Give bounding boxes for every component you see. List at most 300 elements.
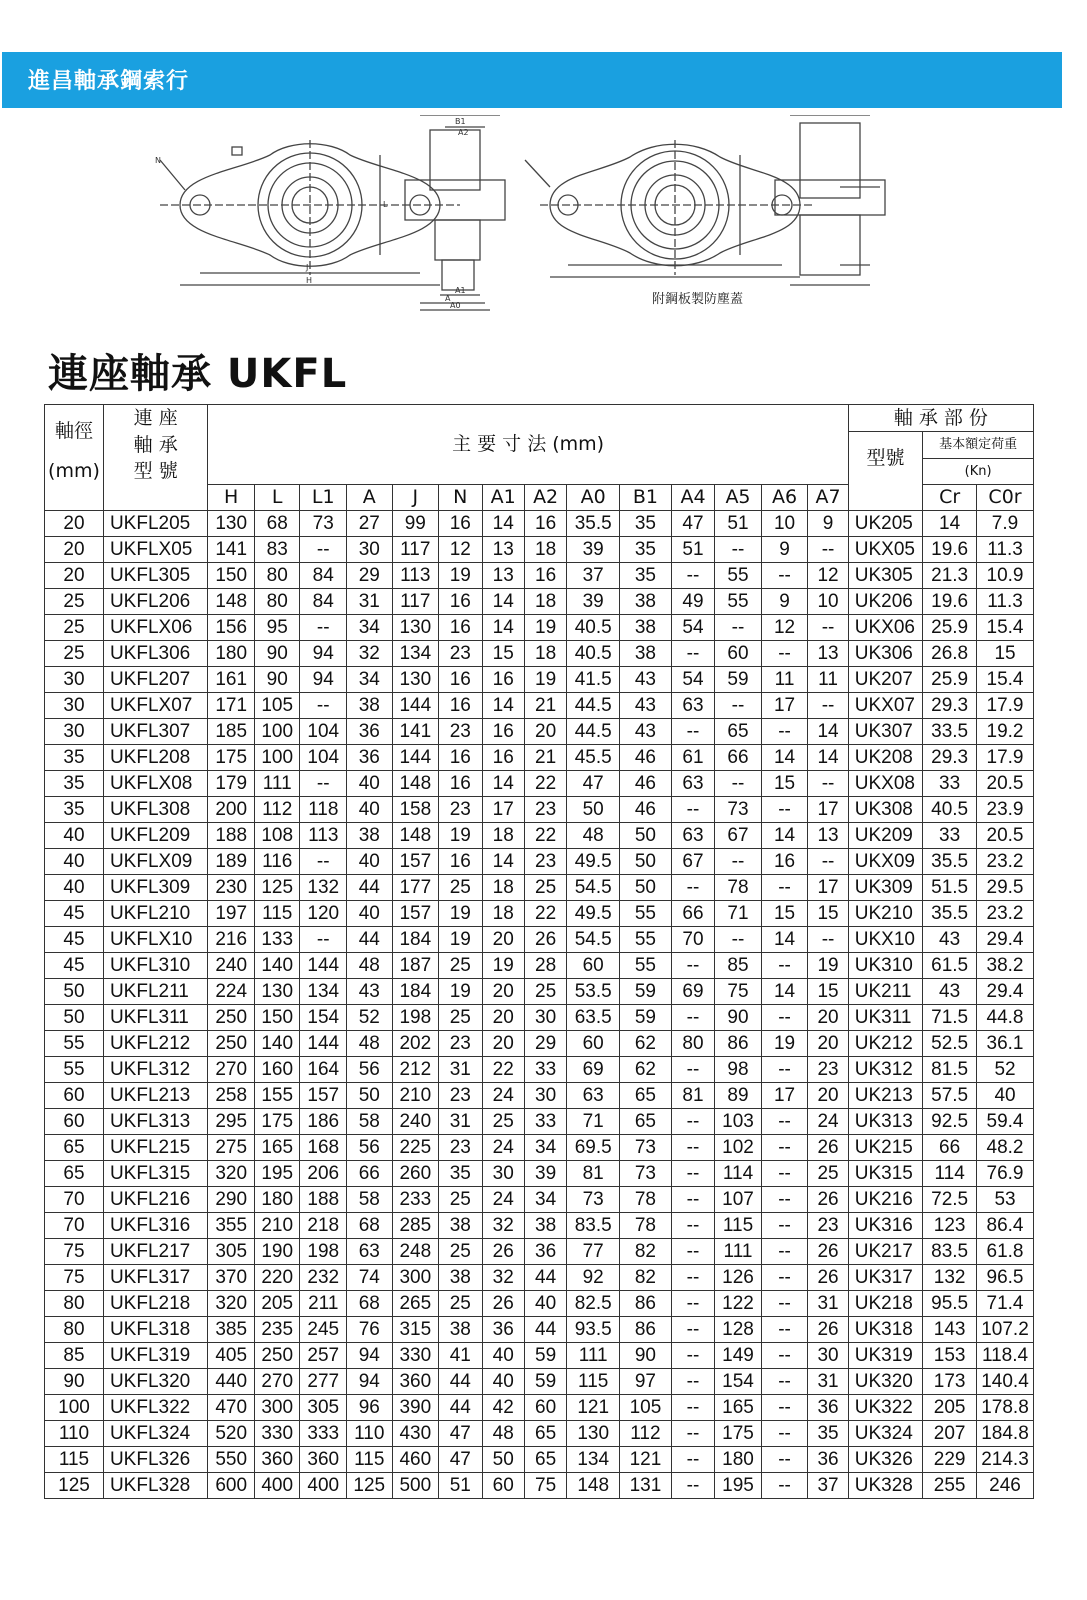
table-cell: 100 <box>254 745 300 771</box>
table-cell: 35 <box>808 1421 848 1447</box>
table-cell: -- <box>715 849 762 875</box>
col-cr: Cr <box>923 485 977 511</box>
table-cell: 50 <box>620 849 672 875</box>
table-cell: 66 <box>923 1135 977 1161</box>
table-cell: 116 <box>254 849 300 875</box>
table-cell: 206 <box>300 1161 347 1187</box>
table-cell: 115 <box>347 1447 393 1473</box>
table-cell: 205 <box>923 1395 977 1421</box>
table-cell: UKX06 <box>848 615 922 641</box>
table-cell: 81.5 <box>923 1057 977 1083</box>
table-cell: 49 <box>671 589 714 615</box>
table-cell: 40 <box>45 875 104 901</box>
table-cell: 16 <box>761 849 808 875</box>
dim-label-n: N <box>155 156 161 165</box>
table-cell: 202 <box>392 1031 439 1057</box>
table-cell: 31 <box>808 1369 848 1395</box>
table-cell: 143 <box>923 1317 977 1343</box>
table-cell: UKFL311 <box>103 1005 207 1031</box>
table-cell: UK311 <box>848 1005 922 1031</box>
table-cell: 95 <box>254 615 300 641</box>
table-cell: 48 <box>347 1031 393 1057</box>
table-row <box>45 823 1034 849</box>
bearing-diagrams <box>140 115 940 315</box>
table-cell: -- <box>671 875 714 901</box>
table-cell: 43 <box>923 927 977 953</box>
table-cell: 17.9 <box>977 745 1034 771</box>
table-cell: UK328 <box>848 1473 922 1499</box>
table-cell: 47 <box>439 1447 482 1473</box>
table-cell: 111 <box>567 1343 620 1369</box>
table-cell: 24 <box>482 1187 524 1213</box>
table-cell: 19 <box>439 979 482 1005</box>
table-cell: -- <box>715 693 762 719</box>
table-cell: 16 <box>439 745 482 771</box>
table-cell: 94 <box>300 641 347 667</box>
table-cell: 43 <box>620 693 672 719</box>
table-cell: 23 <box>524 849 566 875</box>
table-cell: 40.5 <box>923 797 977 823</box>
table-cell: 305 <box>300 1395 347 1421</box>
table-cell: 230 <box>208 875 255 901</box>
table-cell: 157 <box>300 1083 347 1109</box>
table-cell: 25 <box>524 979 566 1005</box>
table-cell: 123 <box>923 1213 977 1239</box>
table-cell: 7.9 <box>977 511 1034 537</box>
table-cell: 198 <box>300 1239 347 1265</box>
table-cell: 25 <box>439 1005 482 1031</box>
table-cell: 171 <box>208 693 255 719</box>
table-cell: 68 <box>347 1213 393 1239</box>
table-cell: 9 <box>808 511 848 537</box>
table-cell: UKFLX05 <box>103 537 207 563</box>
table-cell: 55 <box>715 589 762 615</box>
table-cell: -- <box>300 849 347 875</box>
table-row <box>45 1291 1034 1317</box>
table-cell: 23 <box>808 1057 848 1083</box>
dim-label-a2: A2 <box>458 128 469 137</box>
col-a0: A0 <box>567 485 620 511</box>
table-cell: 197 <box>208 901 255 927</box>
table-cell: UK312 <box>848 1057 922 1083</box>
table-cell: -- <box>808 771 848 797</box>
table-cell: UK217 <box>848 1239 922 1265</box>
table-cell: 82 <box>620 1265 672 1291</box>
table-cell: -- <box>671 1239 714 1265</box>
table-cell: 61.5 <box>923 953 977 979</box>
table-cell: 144 <box>300 953 347 979</box>
table-cell: 80 <box>45 1317 104 1343</box>
table-cell: 75 <box>45 1239 104 1265</box>
table-cell: 300 <box>392 1265 439 1291</box>
dim-label-h: H <box>306 276 313 285</box>
table-cell: 60 <box>45 1109 104 1135</box>
table-cell: UKFL324 <box>103 1421 207 1447</box>
table-cell: 134 <box>392 641 439 667</box>
table-cell: -- <box>715 537 762 563</box>
table-cell: 10 <box>808 589 848 615</box>
table-cell: 66 <box>715 745 762 771</box>
table-cell: 35.5 <box>567 511 620 537</box>
table-cell: 82 <box>620 1239 672 1265</box>
table-cell: 315 <box>392 1317 439 1343</box>
table-cell: 41 <box>439 1343 482 1369</box>
table-cell: 105 <box>254 693 300 719</box>
table-cell: 25 <box>808 1161 848 1187</box>
table-row <box>45 1421 1034 1447</box>
table-cell: 43 <box>347 979 393 1005</box>
table-row <box>45 667 1034 693</box>
table-cell: 21.3 <box>923 563 977 589</box>
table-cell: 224 <box>208 979 255 1005</box>
table-cell: 370 <box>208 1265 255 1291</box>
table-cell: 57.5 <box>923 1083 977 1109</box>
table-cell: UKFLX10 <box>103 927 207 953</box>
table-cell: -- <box>671 1473 714 1499</box>
table-cell: 141 <box>208 537 255 563</box>
dim-label-b1: B1 <box>455 117 466 126</box>
table-cell: 22 <box>524 771 566 797</box>
table-cell: 76 <box>347 1317 393 1343</box>
table-row <box>45 615 1034 641</box>
table-cell: 34 <box>347 615 393 641</box>
table-cell: 178.8 <box>977 1395 1034 1421</box>
table-cell: UK215 <box>848 1135 922 1161</box>
table-cell: -- <box>761 1421 808 1447</box>
table-cell: 36 <box>347 719 393 745</box>
table-cell: 305 <box>208 1239 255 1265</box>
front-view-right <box>525 140 815 277</box>
table-cell: 360 <box>300 1447 347 1473</box>
table-cell: 246 <box>977 1473 1034 1499</box>
table-cell: 38 <box>620 641 672 667</box>
table-cell: 25 <box>439 1187 482 1213</box>
table-cell: 188 <box>300 1187 347 1213</box>
table-cell: -- <box>671 1135 714 1161</box>
table-cell: 50 <box>45 1005 104 1031</box>
header-shaft: 軸徑 <box>45 405 104 459</box>
table-cell: 35 <box>45 771 104 797</box>
table-cell: 63 <box>671 823 714 849</box>
table-cell: 50 <box>482 1447 524 1473</box>
table-cell: 48 <box>347 953 393 979</box>
table-cell: 70 <box>671 927 714 953</box>
table-cell: -- <box>300 927 347 953</box>
table-cell: -- <box>761 1317 808 1343</box>
table-row <box>45 1005 1034 1031</box>
table-cell: 18 <box>482 901 524 927</box>
table-cell: 20 <box>45 511 104 537</box>
table-cell: 69 <box>671 979 714 1005</box>
table-cell: 16 <box>439 771 482 797</box>
table-cell: 25 <box>439 875 482 901</box>
table-cell: 20 <box>482 1005 524 1031</box>
table-cell: -- <box>715 615 762 641</box>
table-cell: UK322 <box>848 1395 922 1421</box>
table-cell: 62 <box>620 1057 672 1083</box>
table-cell: 59 <box>715 667 762 693</box>
table-cell: 258 <box>208 1083 255 1109</box>
table-cell: 52 <box>977 1057 1034 1083</box>
table-cell: UK305 <box>848 563 922 589</box>
table-cell: 65 <box>524 1421 566 1447</box>
table-row <box>45 1239 1034 1265</box>
table-cell: 20.5 <box>977 823 1034 849</box>
table-cell: 55 <box>620 927 672 953</box>
table-cell: 53 <box>977 1187 1034 1213</box>
table-cell: 19.6 <box>923 589 977 615</box>
table-cell: 15 <box>761 771 808 797</box>
table-cell: 59 <box>524 1343 566 1369</box>
table-cell: 11.3 <box>977 537 1034 563</box>
table-cell: 47 <box>567 771 620 797</box>
table-cell: -- <box>761 1187 808 1213</box>
table-cell: 24 <box>808 1109 848 1135</box>
table-cell: 19 <box>808 953 848 979</box>
table-cell: 175 <box>715 1421 762 1447</box>
table-cell: 63 <box>567 1083 620 1109</box>
table-cell: 277 <box>300 1369 347 1395</box>
table-cell: UKFL209 <box>103 823 207 849</box>
table-cell: 76.9 <box>977 1161 1034 1187</box>
table-cell: 36 <box>347 745 393 771</box>
table-cell: 107 <box>715 1187 762 1213</box>
table-cell: 75 <box>524 1473 566 1499</box>
table-cell: 184 <box>392 979 439 1005</box>
table-cell: UKFL212 <box>103 1031 207 1057</box>
table-cell: 225 <box>392 1135 439 1161</box>
dim-label-l: L <box>383 200 388 209</box>
table-cell: 60 <box>567 1031 620 1057</box>
table-cell: 45.5 <box>567 745 620 771</box>
table-cell: 275 <box>208 1135 255 1161</box>
table-cell: 33 <box>524 1109 566 1135</box>
table-cell: 35.5 <box>923 901 977 927</box>
table-cell: 19 <box>439 823 482 849</box>
table-cell: 92 <box>567 1265 620 1291</box>
table-cell: 40 <box>45 823 104 849</box>
table-row <box>45 927 1034 953</box>
table-cell: 65 <box>620 1083 672 1109</box>
col-a6: A6 <box>761 485 808 511</box>
table-cell: 63.5 <box>567 1005 620 1031</box>
table-cell: 250 <box>208 1005 255 1031</box>
table-cell: 44.5 <box>567 693 620 719</box>
col-a: A <box>347 485 393 511</box>
table-cell: 54.5 <box>567 875 620 901</box>
table-cell: 180 <box>254 1187 300 1213</box>
table-cell: -- <box>671 1317 714 1343</box>
table-cell: 156 <box>208 615 255 641</box>
table-cell: 58 <box>347 1109 393 1135</box>
table-cell: 44 <box>439 1395 482 1421</box>
table-cell: UK212 <box>848 1031 922 1057</box>
table-cell: 30 <box>45 719 104 745</box>
table-cell: 69 <box>567 1057 620 1083</box>
table-cell: 44 <box>439 1369 482 1395</box>
table-cell: -- <box>761 1239 808 1265</box>
table-cell: UK315 <box>848 1161 922 1187</box>
table-cell: UK307 <box>848 719 922 745</box>
table-cell: 130 <box>567 1421 620 1447</box>
table-cell: UKFL216 <box>103 1187 207 1213</box>
table-cell: 83.5 <box>923 1239 977 1265</box>
table-cell: 45 <box>45 901 104 927</box>
table-cell: 36 <box>524 1239 566 1265</box>
table-cell: 295 <box>208 1109 255 1135</box>
table-row <box>45 1187 1034 1213</box>
table-cell: 38 <box>347 693 393 719</box>
table-cell: 40.5 <box>567 615 620 641</box>
table-cell: 50 <box>347 1083 393 1109</box>
table-cell: 44 <box>524 1265 566 1291</box>
table-cell: 86 <box>620 1291 672 1317</box>
table-row <box>45 1265 1034 1291</box>
table-cell: 55 <box>715 563 762 589</box>
table-cell: 9 <box>761 589 808 615</box>
table-row <box>45 1031 1034 1057</box>
table-cell: 59 <box>524 1369 566 1395</box>
table-cell: 75 <box>715 979 762 1005</box>
table-cell: 40 <box>347 901 393 927</box>
table-cell: 63 <box>671 693 714 719</box>
table-cell: -- <box>671 641 714 667</box>
table-cell: -- <box>671 1343 714 1369</box>
table-cell: 360 <box>392 1369 439 1395</box>
table-cell: 61 <box>671 745 714 771</box>
table-cell: 38 <box>347 823 393 849</box>
table-cell: 214.3 <box>977 1447 1034 1473</box>
table-cell: UK326 <box>848 1447 922 1473</box>
table-cell: 180 <box>715 1447 762 1473</box>
table-cell: 73 <box>300 511 347 537</box>
table-cell: 24 <box>482 1083 524 1109</box>
table-cell: 20 <box>524 719 566 745</box>
table-cell: 240 <box>392 1109 439 1135</box>
table-cell: 29 <box>347 563 393 589</box>
table-cell: 17 <box>482 797 524 823</box>
table-row <box>45 875 1034 901</box>
table-cell: 22 <box>524 823 566 849</box>
table-cell: 144 <box>392 693 439 719</box>
table-cell: 144 <box>300 1031 347 1057</box>
table-cell: 85 <box>45 1343 104 1369</box>
header-housing-1: 連 座 <box>103 405 207 432</box>
table-cell: -- <box>761 1057 808 1083</box>
table-cell: UK320 <box>848 1369 922 1395</box>
dim-label-a1: A1 <box>455 286 466 295</box>
table-cell: 30 <box>808 1343 848 1369</box>
table-cell: UKFL211 <box>103 979 207 1005</box>
table-cell: 29.3 <box>923 745 977 771</box>
table-cell: 37 <box>567 563 620 589</box>
table-cell: 25 <box>439 1239 482 1265</box>
table-cell: 46 <box>620 797 672 823</box>
table-cell: 70 <box>45 1213 104 1239</box>
table-row <box>45 1395 1034 1421</box>
table-cell: 40 <box>347 797 393 823</box>
table-cell: 125 <box>45 1473 104 1499</box>
table-cell: 16 <box>482 745 524 771</box>
table-cell: -- <box>808 849 848 875</box>
table-cell: 20 <box>482 979 524 1005</box>
table-cell: 207 <box>923 1421 977 1447</box>
table-cell: 33.5 <box>923 719 977 745</box>
table-cell: 189 <box>208 849 255 875</box>
table-cell: 173 <box>923 1369 977 1395</box>
table-cell: 26 <box>482 1291 524 1317</box>
table-cell: 35 <box>620 537 672 563</box>
table-cell: 55 <box>45 1057 104 1083</box>
table-cell: 67 <box>671 849 714 875</box>
table-cell: 43 <box>620 719 672 745</box>
table-cell: 51 <box>671 537 714 563</box>
table-cell: -- <box>761 1213 808 1239</box>
table-cell: UKFL205 <box>103 511 207 537</box>
table-cell: 16 <box>482 667 524 693</box>
table-cell: UKX08 <box>848 771 922 797</box>
table-cell: 17 <box>761 1083 808 1109</box>
table-cell: 16 <box>524 563 566 589</box>
table-cell: 195 <box>254 1161 300 1187</box>
table-cell: 134 <box>567 1447 620 1473</box>
table-cell: 133 <box>254 927 300 953</box>
table-cell: UKFL306 <box>103 641 207 667</box>
table-cell: 13 <box>482 563 524 589</box>
table-cell: 21 <box>524 745 566 771</box>
table-cell: 60 <box>482 1473 524 1499</box>
table-cell: 15.4 <box>977 667 1034 693</box>
table-row <box>45 1213 1034 1239</box>
table-cell: 90 <box>620 1343 672 1369</box>
table-cell: 160 <box>254 1057 300 1083</box>
table-cell: 21 <box>524 693 566 719</box>
table-cell: 33 <box>923 771 977 797</box>
table-cell: 45 <box>45 953 104 979</box>
table-row <box>45 1317 1034 1343</box>
table-cell: 23.2 <box>977 901 1034 927</box>
table-cell: 25 <box>439 953 482 979</box>
table-cell: 140 <box>254 1031 300 1057</box>
table-cell: 63 <box>347 1239 393 1265</box>
table-cell: -- <box>761 1135 808 1161</box>
table-cell: 34 <box>524 1135 566 1161</box>
table-cell: 73 <box>715 797 762 823</box>
table-cell: 48 <box>482 1421 524 1447</box>
table-cell: 40 <box>347 849 393 875</box>
table-cell: 20 <box>482 927 524 953</box>
table-cell: 52 <box>347 1005 393 1031</box>
table-cell: 58 <box>347 1187 393 1213</box>
table-cell: 186 <box>300 1109 347 1135</box>
table-cell: 23 <box>439 797 482 823</box>
table-row <box>45 1161 1034 1187</box>
table-cell: 187 <box>392 953 439 979</box>
table-cell: 20.5 <box>977 771 1034 797</box>
table-cell: 65 <box>45 1135 104 1161</box>
table-cell: 65 <box>620 1109 672 1135</box>
table-cell: 165 <box>715 1395 762 1421</box>
table-row <box>45 693 1034 719</box>
col-a1: A1 <box>482 485 524 511</box>
table-cell: 14 <box>808 719 848 745</box>
front-view-left <box>160 140 460 285</box>
table-cell: 31 <box>439 1109 482 1135</box>
table-cell: 60 <box>567 953 620 979</box>
col-a7: A7 <box>808 485 848 511</box>
header-load-rating: 基本額定荷重 <box>923 432 1034 459</box>
table-cell: 14 <box>761 745 808 771</box>
